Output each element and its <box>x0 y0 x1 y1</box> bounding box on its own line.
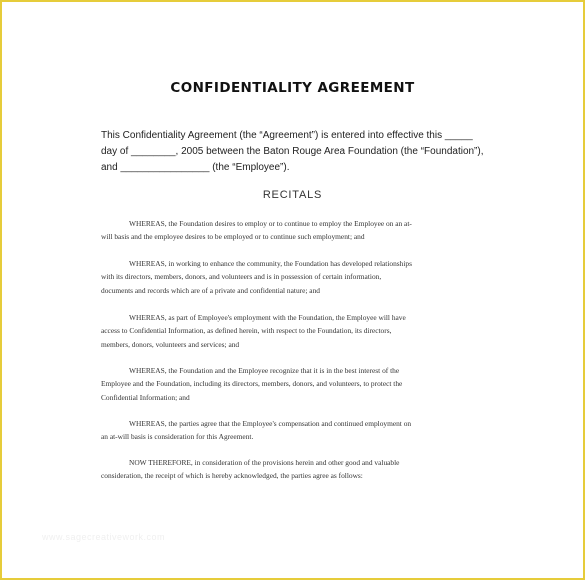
paragraph-line: with its directors, members, donors, and volunteers and is in possession of certain information, <box>101 272 382 282</box>
recital-paragraph <box>101 364 476 404</box>
paragraph-line: consideration, the receipt of which is hereby acknowledged, the parties agree as follows: <box>101 471 363 481</box>
intro-line: day of ________, 2005 between the Baton Rouge Area Foundation (the “Foundation”), <box>101 146 484 157</box>
intro-line: This Confidentiality Agreement (the “Agreement”) is entered into effective this _____ <box>101 130 473 141</box>
paragraph-line: an at-will basis is consideration for this Agreement. <box>101 432 254 442</box>
paragraph-line: Confidential Information; and <box>101 392 190 402</box>
paragraph-line: Employee and the Foundation, including its directors, members, donors, and volunteers, to protect the <box>101 379 403 389</box>
section-heading: RECITALS <box>262 189 323 201</box>
recital-paragraph <box>101 257 476 297</box>
intro-line: and ________________ (the “Employee”). <box>101 162 290 173</box>
paragraph-line: members, donors, volunteers and services; and <box>101 339 240 349</box>
recital-paragraph <box>101 311 476 351</box>
paragraph-line: WHEREAS, as part of Employee's employment with the Foundation, the Employee will have <box>129 313 406 322</box>
recital-paragraph <box>101 417 476 444</box>
intro-paragraph <box>101 128 484 176</box>
paragraph-line: WHEREAS, the Foundation desires to employ or to continue to employ the Employee on an at- <box>129 219 412 228</box>
paragraph-line: WHEREAS, in working to enhance the community, the Foundation has developed relationships <box>129 259 412 268</box>
recital-paragraph <box>101 456 476 483</box>
recital-paragraph <box>101 217 476 244</box>
watermark: www.sagecreativework.com <box>42 532 166 542</box>
paragraph-line: will basis and the employee desires to be employed or to continue such employment; and <box>101 232 365 242</box>
paragraph-line: WHEREAS, the parties agree that the Employee's compensation and continued employment on <box>129 419 412 428</box>
paragraph-line: access to Confidential Information, as defined herein, with respect to the Foundation, its directors, <box>101 326 392 336</box>
paragraph-line: documents and records which are of a private and confidential nature; and <box>101 285 320 295</box>
paragraph-line: WHEREAS, the Foundation and the Employee recognize that it is in the best interest of the <box>129 366 400 375</box>
paragraph-line: NOW THEREFORE, in consideration of the provisions herein and other good and valuable <box>129 458 400 467</box>
page-title: CONFIDENTIALITY AGREEMENT <box>170 80 415 96</box>
